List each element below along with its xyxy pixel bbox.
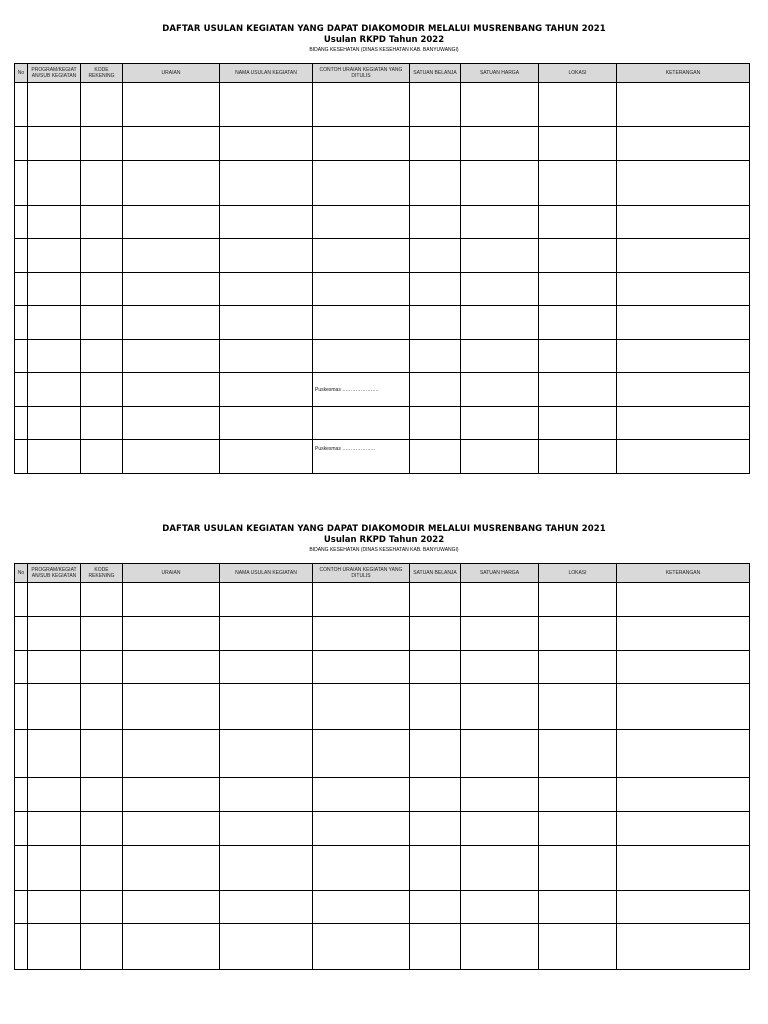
table-row xyxy=(15,239,750,273)
table-header-row xyxy=(15,564,750,583)
puskesmas-note: Puskesmas …………………. xyxy=(315,386,379,393)
page-subtitle: Usulan RKPD Tahun 2022 xyxy=(323,35,445,45)
table-row xyxy=(15,778,750,812)
col-header-nama-usulan: NAMA USULAN KEGIATAN xyxy=(220,564,313,583)
col-header-no: No xyxy=(15,564,28,583)
page-title: DAFTAR USULAN KEGIATAN YANG DAPAT DIAKOMODIR MELALUI MUSRENBANG TAHUN 2021 xyxy=(162,524,606,534)
table-row xyxy=(15,583,750,617)
col-header-contoh-uraian: CONTOH URAIAN KEGIATAN YANG DITULIS xyxy=(313,564,410,583)
table-row xyxy=(15,306,750,340)
page-title: DAFTAR USULAN KEGIATAN YANG DAPAT DIAKOMODIR MELALUI MUSRENBANG TAHUN 2021 xyxy=(162,24,606,34)
table-row xyxy=(15,373,750,407)
col-header-kode-rekening: KODE REKENING xyxy=(81,564,123,583)
col-header-satuan-harga: SATUAN HARGA xyxy=(461,564,539,583)
table-row xyxy=(15,891,750,924)
table-row xyxy=(15,730,750,778)
proposal-table-1 xyxy=(14,63,750,474)
col-header-keterangan: KETERANGAN xyxy=(617,564,750,583)
col-header-program: PROGRAM/KEGIAT AN/SUB KEGIATAN xyxy=(28,564,81,583)
col-header-program: PROGRAM/KEGIAT AN/SUB KEGIATAN xyxy=(28,64,81,83)
col-header-lokasi: LOKASI xyxy=(539,64,617,83)
page-subtitle: Usulan RKPD Tahun 2022 xyxy=(323,535,445,545)
col-header-keterangan: KETERANGAN xyxy=(617,64,750,83)
col-header-satuan-belanja: SATUAN BELANJA xyxy=(410,64,461,83)
col-header-nama-usulan: NAMA USULAN KEGIATAN xyxy=(220,64,313,83)
table-row xyxy=(15,924,750,970)
table-row xyxy=(15,407,750,440)
table-row xyxy=(15,651,750,684)
table-row xyxy=(15,440,750,474)
table-row xyxy=(15,617,750,651)
table-row xyxy=(15,206,750,239)
col-header-uraian: URAIAN xyxy=(123,64,220,83)
proposal-table-2 xyxy=(14,563,750,970)
table-row xyxy=(15,846,750,891)
department-label: BIDANG KESEHATAN (DINAS KESEHATAN KAB. BANYUWANGI) xyxy=(309,47,459,53)
table-row xyxy=(15,161,750,206)
col-header-satuan-belanja: SATUAN BELANJA xyxy=(410,564,461,583)
table-row xyxy=(15,273,750,306)
col-header-contoh-uraian: CONTOH URAIAN KEGIATAN YANG DITULIS xyxy=(313,64,410,83)
col-header-lokasi: LOKASI xyxy=(539,564,617,583)
col-header-kode-rekening: KODE REKENING xyxy=(81,64,123,83)
puskesmas-note: Puskesmas ……………….. xyxy=(315,446,376,452)
table-header-row xyxy=(15,64,750,83)
department-label: BIDANG KESEHATAN (DINAS KESEHATAN KAB. BANYUWANGI) xyxy=(309,547,459,553)
table-row xyxy=(15,684,750,730)
table-row xyxy=(15,83,750,127)
col-header-no: No xyxy=(15,64,28,83)
section-2 xyxy=(0,524,768,554)
col-header-uraian: URAIAN xyxy=(123,564,220,583)
section-1 xyxy=(0,24,768,54)
table-row xyxy=(15,340,750,373)
table-row xyxy=(15,127,750,161)
table-row xyxy=(15,812,750,846)
col-header-satuan-harga: SATUAN HARGA xyxy=(461,64,539,83)
